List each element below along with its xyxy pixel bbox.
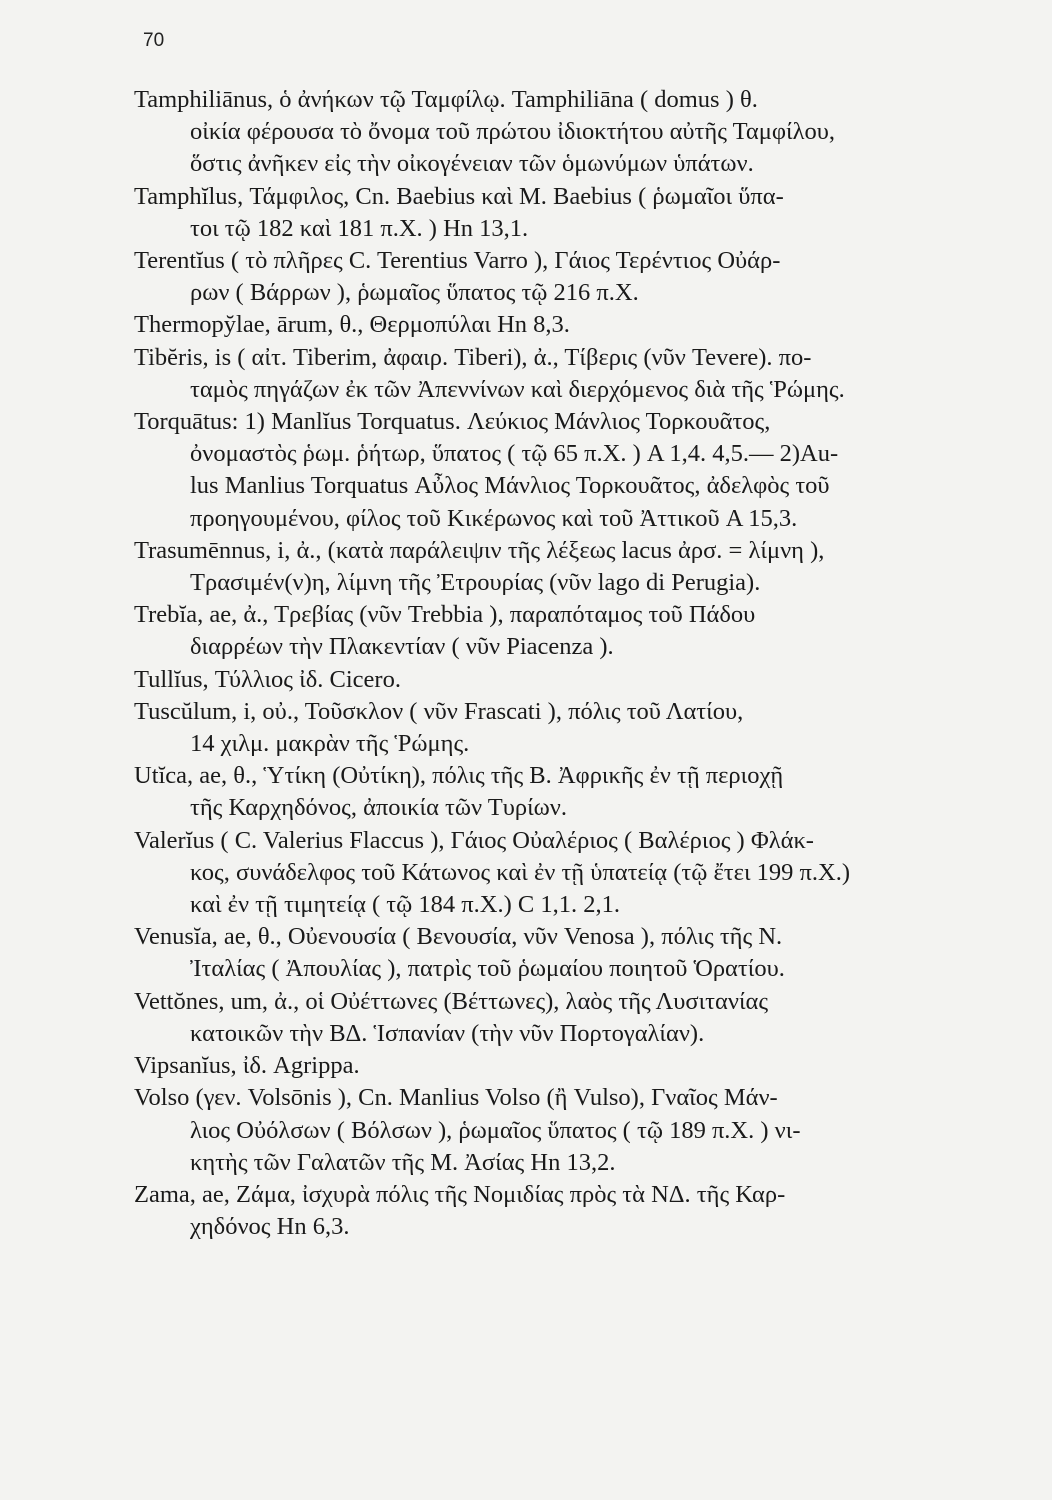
glossary-entry xyxy=(122,181,1027,245)
entry-continuation-line: οἰκία φέρουσα τὸ ὄνομα τοῦ πρώτου ἰδιοκτήτου αὐτῆς Ταμφίλου, xyxy=(190,118,835,146)
entry-continuation-line: τοι τῷ 182 καὶ 181 π.Χ. ) Hn 13,1. xyxy=(190,214,529,242)
entry-headline: Venusĭa, ae, θ., Οὐενουσία ( Βενουσία, νῦν Venosa ), πόλις τῆς Ν. xyxy=(134,923,783,951)
glossary-entry xyxy=(122,599,1027,663)
entry-continuation-line: Τρασιμέν(ν)η, λίμνη τῆς Ἐτρουρίας (νῦν lago di Perugia). xyxy=(190,569,761,597)
entry-headline: Tamphiliānus, ὁ ἀνήκων τῷ Ταμφίλῳ. Tamphiliāna ( domus ) θ. xyxy=(134,86,758,113)
glossary-entry xyxy=(122,406,1027,535)
glossary-entry xyxy=(122,825,1027,922)
entry-headline: Trebĭa, ae, ἀ., Τρεβίας (νῦν Trebbia ), παραπόταμος τοῦ Πάδου xyxy=(134,601,756,629)
glossary-entry xyxy=(122,664,1027,696)
entry-continuation-line: κος, συνάδελφος τοῦ Κάτωνος καὶ ἐν τῇ ὑπατείᾳ (τῷ ἔτει 199 π.Χ.) xyxy=(190,858,851,886)
entry-continuation-line: lus Manlius Torquatus Αὖλος Μάνλιος Τορκουᾶτος, ἀδελφὸς τοῦ xyxy=(190,472,830,500)
glossary-entry xyxy=(122,696,1027,760)
entry-continuation-line: χηδόνος Hn 6,3. xyxy=(190,1213,350,1241)
entry-continuation-line: προηγουμένου, φίλος τοῦ Κικέρωνος καὶ τοῦ Ἀττικοῦ A 15,3. xyxy=(190,504,798,532)
entry-headline: Tullĭus, Τύλλιος ἰδ. Cicero. xyxy=(134,665,401,693)
entry-headline: Torquātus: 1) Manlĭus Torquatus. Λεύκιος Μάνλιος Τορκουᾶτος, xyxy=(134,408,771,436)
entry-headline: Tamphĭlus, Τάμφιλος, Cn. Baebius καὶ M. Baebius ( ῥωμαῖοι ὕπα- xyxy=(134,182,784,210)
glossary-entry xyxy=(122,760,1027,824)
entry-continuation-line: τῆς Καρχηδόνος, ἀποικία τῶν Τυρίων. xyxy=(190,794,568,822)
glossary-entry xyxy=(122,84,1027,181)
glossary-entry xyxy=(122,245,1027,309)
glossary-entry xyxy=(122,535,1027,599)
glossary-entries xyxy=(122,84,1027,1243)
entry-headline: Tuscŭlum, i, οὐ., Τοῦσκλον ( νῦν Frascati ), πόλις τοῦ Λατίου, xyxy=(134,697,744,725)
glossary-entry xyxy=(122,921,1027,985)
entry-headline: Zama, ae, Ζάμα, ἰσχυρὰ πόλις τῆς Νομιδίας πρὸς τὰ ΝΔ. τῆς Καρ- xyxy=(134,1180,786,1208)
entry-continuation-line: κητὴς τῶν Γαλατῶν τῆς Μ. Ἀσίας Hn 13,2. xyxy=(190,1148,616,1176)
entry-headline: Vettŏnes, um, ἀ., οἱ Οὐέττωνες (Βέττωνες), λαὸς τῆς Λυσιτανίας xyxy=(134,987,769,1015)
entry-continuation-line: λιος Οὐόλσων ( Βόλσων ), ῥωμαῖος ὕπατος ( τῷ 189 π.Χ. ) νι- xyxy=(190,1116,801,1144)
glossary-entry xyxy=(122,986,1027,1050)
entry-headline: Thermopy̆lae, ārum, θ., Θερμοπύλαι Hn 8,3. xyxy=(134,311,570,339)
entry-continuation-line: ὅστις ἀνῆκεν εἰς τὴν οἰκογένειαν τῶν ὁμωνύμων ὑπάτων. xyxy=(190,150,754,178)
entry-headline: Trasumēnnus, i, ἀ., (κατὰ παράλειψιν τῆς λέξεως lacus ἀρσ. = λίμνη ), xyxy=(134,536,825,564)
glossary-entry xyxy=(122,1050,1027,1082)
glossary-entry xyxy=(122,342,1027,406)
entry-continuation-line: Ἰταλίας ( Ἀπουλίας ), πατρὶς τοῦ ῥωμαίου ποιητοῦ Ὁρατίου. xyxy=(190,955,785,983)
glossary-entry xyxy=(122,1179,1027,1243)
entry-continuation-line: 14 χιλμ. μακρὰν τῆς Ῥώμης. xyxy=(190,730,470,758)
entry-headline: Terentĭus ( τὸ πλῆρες C. Terentius Varro ), Γάιος Τερέντιος Οὐάρ- xyxy=(134,247,781,275)
glossary-entry xyxy=(122,1082,1027,1179)
entry-headline: Tibĕris, is ( αἰτ. Tiberim, ἀφαιρ. Tiberi), ἀ., Τίβερις (νῦν Tevere). πο- xyxy=(134,343,812,371)
entry-continuation-line: κατοικῶν τὴν ΒΔ. Ἱσπανίαν (τὴν νῦν Πορτογαλίαν). xyxy=(190,1019,705,1047)
entry-continuation-line: ταμὸς πηγάζων ἐκ τῶν Ἀπεννίνων καὶ διερχόμενος διὰ τῆς Ῥώμης. xyxy=(190,375,845,403)
glossary-entry xyxy=(122,309,1027,341)
entry-headline: Valerĭus ( C. Valerius Flaccus ), Γάιος Οὐαλέριος ( Βαλέριος ) Φλάκ- xyxy=(134,826,814,854)
entry-continuation-line: ὀνομαστὸς ῥωμ. ῥήτωρ, ὕπατος ( τῷ 65 π.Χ. ) A 1,4. 4,5.— 2)Au- xyxy=(190,440,839,468)
entry-continuation-line: διαρρέων τὴν Πλακεντίαν ( νῦν Piacenza ). xyxy=(190,633,614,661)
entry-headline: Vipsanĭus, ἰδ. Agrippa. xyxy=(134,1052,360,1080)
entry-continuation-line: ρων ( Βάρρων ), ῥωμαῖος ὕπατος τῷ 216 π.Χ. xyxy=(190,279,639,307)
entry-headline: Volso (γεν. Volsōnis ), Cn. Manlius Volso (ἢ Vulso), Γναῖος Μάν- xyxy=(134,1084,778,1112)
entry-headline: Utĭca, ae, θ., Ὑτίκη (Οὐτίκη), πόλις τῆς Β. Ἀφρικῆς ἐν τῇ περιοχῇ xyxy=(134,762,784,790)
entry-continuation-line: καὶ ἐν τῇ τιμητείᾳ ( τῷ 184 π.Χ.) C 1,1. 2,1. xyxy=(190,891,620,919)
page-number: 70 xyxy=(143,30,165,51)
